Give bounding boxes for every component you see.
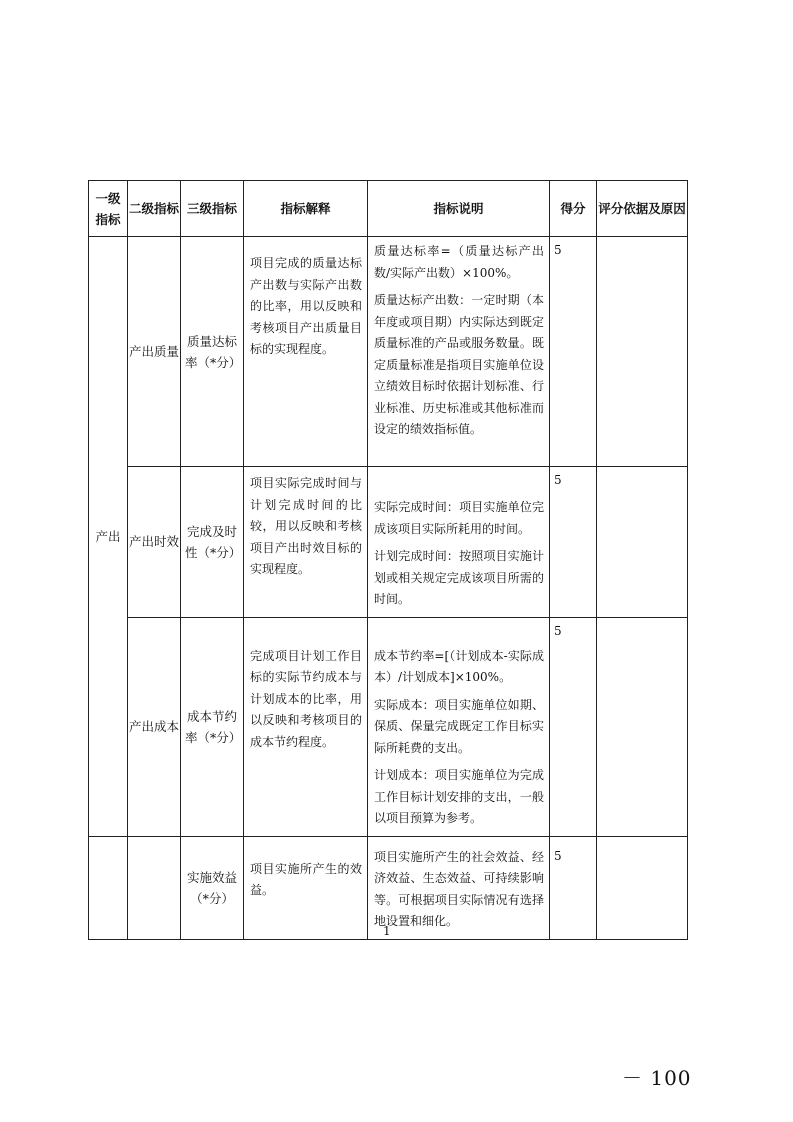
score-cell: 5 (550, 836, 597, 939)
explanation-cell: 项目实际完成时间与计划完成时间的比较，用以反映和考核项目产出时效目标的实现程度。 (244, 467, 368, 618)
description-paragraph: 质量达标率=（质量达标产出数/实际产出数）×100%。 (374, 244, 544, 280)
level2-cell (128, 836, 181, 939)
description-paragraph: 实际完成时间：项目实施单位完成该项目实际所耗用的时间。 (374, 500, 544, 536)
header-level2: 二级指标 (128, 181, 181, 237)
score-cell: 5 (550, 237, 597, 467)
level3-cell: 完成及时性（*分） (181, 467, 244, 618)
description-paragraph: 质量达标产出数：一定时期（本年度或项目期）内实际达到既定质量标准的产品或服务数量。既定质量标准是指项目实施单位设立绩效目标时依据计划标准、行业标准、历史标准或其他标准而设定的绩效指标值。 (374, 293, 544, 436)
basis-cell (597, 237, 688, 467)
table-header-row (89, 181, 688, 237)
level2-cell: 产出质量 (128, 237, 181, 467)
level3-cell: 成本节约率（*分） (181, 617, 244, 836)
explanation-cell: 完成项目计划工作目标的实际节约成本与计划成本的比率，用以反映和考核项目的成本节约程度。 (244, 617, 368, 836)
table-row (89, 617, 688, 836)
basis-cell (597, 617, 688, 836)
description-paragraph: 项目实施所产生的社会效益、经济效益、生态效益、可持续影响等。可根据项目实际情况有选择地设置和细化。 (374, 849, 544, 928)
description-paragraph: 成本节约率=[（计划成本-实际成本）/计划成本]×100%。 (374, 648, 544, 684)
score-cell: 5 (550, 617, 597, 836)
level3-cell: 质量达标率（*分） (181, 237, 244, 467)
basis-cell (597, 836, 688, 939)
header-basis: 评分依据及原因 (597, 181, 688, 237)
description-paragraph: 计划完成时间：按照项目实施计划或相关规定完成该项目所需的时间。 (374, 549, 544, 606)
level2-cell: 产出时效 (128, 467, 181, 618)
explanation-cell: 项目完成的质量达标产出数与实际产出数的比率，用以反映和考核项目产出质量目标的实现程度。 (244, 237, 368, 467)
page-number: 1 (383, 924, 391, 938)
description-cell (368, 237, 550, 467)
explanation-cell: 项目实施所产生的效益。 (244, 836, 368, 939)
header-level1: 一级指标 (89, 181, 128, 237)
header-description: 指标说明 (368, 181, 550, 237)
header-score: 得分 (550, 181, 597, 237)
level1-cell (89, 836, 128, 939)
level1-cell: 产出 (89, 237, 128, 837)
description-cell (368, 467, 550, 618)
level3-cell: 实施效益（*分） (181, 836, 244, 939)
table-row (89, 467, 688, 618)
description-cell (368, 617, 550, 836)
table-row (89, 237, 688, 467)
score-cell: 5 (550, 467, 597, 618)
level2-cell: 产出成本 (128, 617, 181, 836)
document-page-number: － 100 (622, 1066, 692, 1090)
description-paragraph: 实际成本：项目实施单位如期、保质、保量完成既定工作目标实际所耗费的支出。 (374, 697, 544, 755)
header-level3: 三级指标 (181, 181, 244, 237)
indicator-table (88, 180, 688, 940)
header-explanation: 指标解释 (244, 181, 368, 237)
basis-cell (597, 467, 688, 618)
description-paragraph: 计划成本：项目实施单位为完成工作目标计划安排的支出，一般以项目预算为参考。 (374, 768, 544, 825)
description-cell (368, 836, 550, 939)
